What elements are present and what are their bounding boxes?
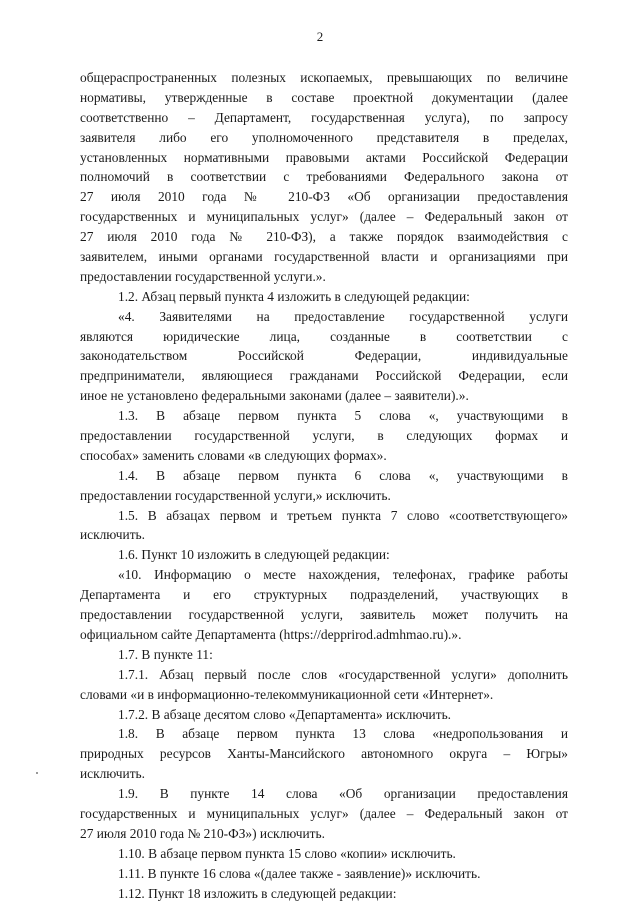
- text-line: 1.9. В пункте 14 слова «Об организации предоставления: [118, 786, 568, 802]
- text-line: 27 июля 2010 года № 210-ФЗ») исключить.: [80, 825, 325, 841]
- text-line: 1.7.1. Абзац первый после слов «государственной услуги» дополнить: [118, 666, 568, 682]
- text-line: 1.8. В абзаце первом пункта 13 слова «недропользования и: [118, 726, 568, 742]
- text-line: нормативы, утвержденные в составе проектной документации (далее: [80, 89, 568, 105]
- text-line: заявителя либо его уполномоченного представителя в пределах,: [80, 129, 568, 145]
- text-line: общераспространенных полезных ископаемых, превышающих по величине: [80, 70, 568, 85]
- text-line: 1.11. В пункте 16 слова «(далее также - заявление)» исключить.: [118, 865, 481, 881]
- text-line: предоставлении государственной услуги.».: [80, 268, 326, 284]
- text-line: «10. Информацию о месте нахождения, телефонах, графике работы: [118, 567, 568, 583]
- text-line: законодательством Российской Федерации, индивидуальные: [80, 348, 568, 364]
- text-line: предоставлении государственной услуги,» исключить.: [80, 487, 391, 503]
- text-line: природных ресурсов Ханты-Мансийского автономного округа – Югры»: [80, 746, 568, 762]
- page-number: 2: [316, 29, 324, 44]
- text-line: «4. Заявителями на предоставление государственной услуги: [118, 308, 568, 324]
- text-line: государственных и муниципальных услуг» (далее – Федеральный закон от: [80, 209, 568, 225]
- text-line: предоставлении государственной услуги, заявитель может получить на: [80, 607, 568, 623]
- text-line: являются юридические лица, созданные в соответствии с: [80, 328, 568, 344]
- text-line: 1.12. Пункт 18 изложить в следующей редакции:: [118, 885, 397, 901]
- text-line: 1.3. В абзаце первом пункта 5 слова «, участвующими в: [118, 408, 568, 424]
- text-line: 1.4. В абзаце первом пункта 6 слова «, участвующими в: [118, 467, 568, 483]
- text-line: государственных и муниципальных услуг» (далее – Федеральный закон от: [80, 805, 568, 821]
- text-line: заявителем, иными органами государственной власти и организациями при: [80, 249, 568, 265]
- text-line: способах» заменить словами «в следующих формах».: [80, 447, 387, 463]
- text-line: предоставлении государственной услуги, в следующих формах и: [80, 428, 568, 444]
- text-line: 27 июля 2010 года № 210-ФЗ), а также порядок взаимодействия с: [80, 229, 568, 245]
- scan-speck: [36, 772, 38, 774]
- text-line: исключить.: [80, 527, 145, 543]
- text-line: Департамента и его структурных подразделений, участвующих в: [80, 587, 568, 603]
- text-line: 1.10. В абзаце первом пункта 15 слово «копии» исключить.: [118, 845, 456, 861]
- text-line: 27 июля 2010 года № 210-ФЗ «Об организации предоставления: [80, 189, 568, 205]
- text-line: полномочий в соответствии с требованиями Федерального закона от: [80, 169, 568, 185]
- text-line: 1.5. В абзацах первом и третьем пункта 7 слово «соответствующего»: [118, 507, 568, 523]
- document-body: [80, 68, 568, 903]
- text-line: иное не установлено федеральными законами (далее – заявители).».: [80, 388, 469, 404]
- text-line: словами «и в информационно-телекоммуникационной сети «Интернет».: [80, 686, 494, 702]
- text-line: официальном сайте Департамента (https://depprirod.admhmao.ru).».: [80, 626, 462, 642]
- text-line: предприниматели, являющиеся гражданами Российской Федерации, если: [80, 368, 568, 384]
- text-line: 1.7. В пункте 11:: [118, 646, 213, 662]
- text-line: соответственно – Департамент, государственная услуга), по запросу: [80, 109, 568, 125]
- text-line: 1.7.2. В абзаце десятом слово «Департамента» исключить.: [118, 706, 452, 722]
- text-line: установленных нормативными правовыми актами Российской Федерации: [80, 149, 568, 165]
- text-line: 1.6. Пункт 10 изложить в следующей редакции:: [118, 547, 390, 563]
- text-line: 1.2. Абзац первый пункта 4 изложить в следующей редакции:: [118, 288, 470, 304]
- text-line: исключить.: [80, 766, 145, 782]
